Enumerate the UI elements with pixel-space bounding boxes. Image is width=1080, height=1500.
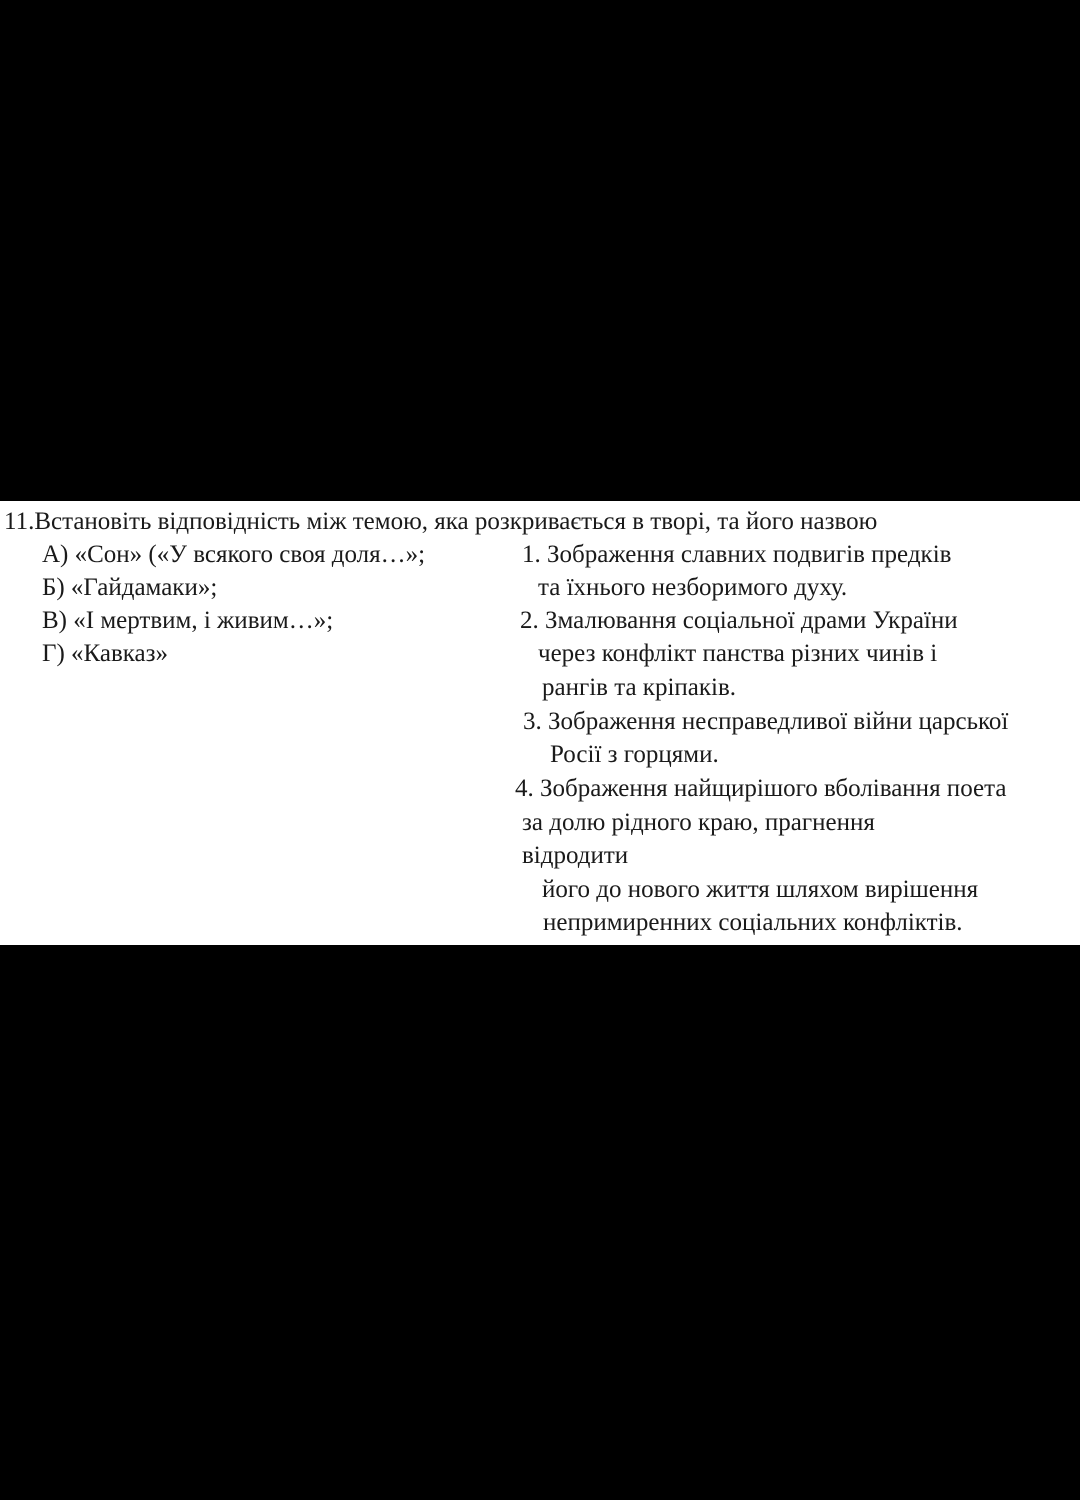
theme-2-line: рангів та кріпаків.	[542, 674, 737, 701]
theme-4-line: 4. Зображення найщирішого вболівання поета	[515, 775, 1007, 802]
theme-4-line: за долю рідного краю, прагнення	[522, 809, 875, 836]
question-document	[0, 501, 1080, 945]
theme-1-line: та їхнього незборимого духу.	[538, 574, 848, 601]
work-item-b: Б) «Гайдамаки»;	[42, 574, 218, 601]
theme-3-line: 3. Зображення несправедливої війни царської	[523, 708, 1009, 735]
theme-4-line: його до нового життя шляхом вирішення	[542, 876, 979, 903]
work-item-v: В) «І мертвим, і живим…»;	[42, 607, 334, 634]
work-item-g: Г) «Кавказ»	[42, 640, 169, 667]
theme-4-line: відродити	[522, 842, 629, 869]
theme-3-line: Росії з горцями.	[550, 741, 719, 768]
work-item-a: А) «Сон» («У всякого своя доля…»;	[42, 541, 426, 568]
theme-4-line: непримиренних соціальних конфліктів.	[543, 909, 963, 936]
theme-2-line: 2. Змалювання соціальної драми України	[520, 607, 958, 634]
theme-2-line: через конфлікт панства різних чинів і	[538, 640, 938, 667]
question-title: 11.Встановіть відповідність між темою, яка розкривається в творі, та його назвою	[4, 508, 878, 535]
theme-1-line: 1. Зображення славних подвигів предків	[522, 541, 952, 568]
